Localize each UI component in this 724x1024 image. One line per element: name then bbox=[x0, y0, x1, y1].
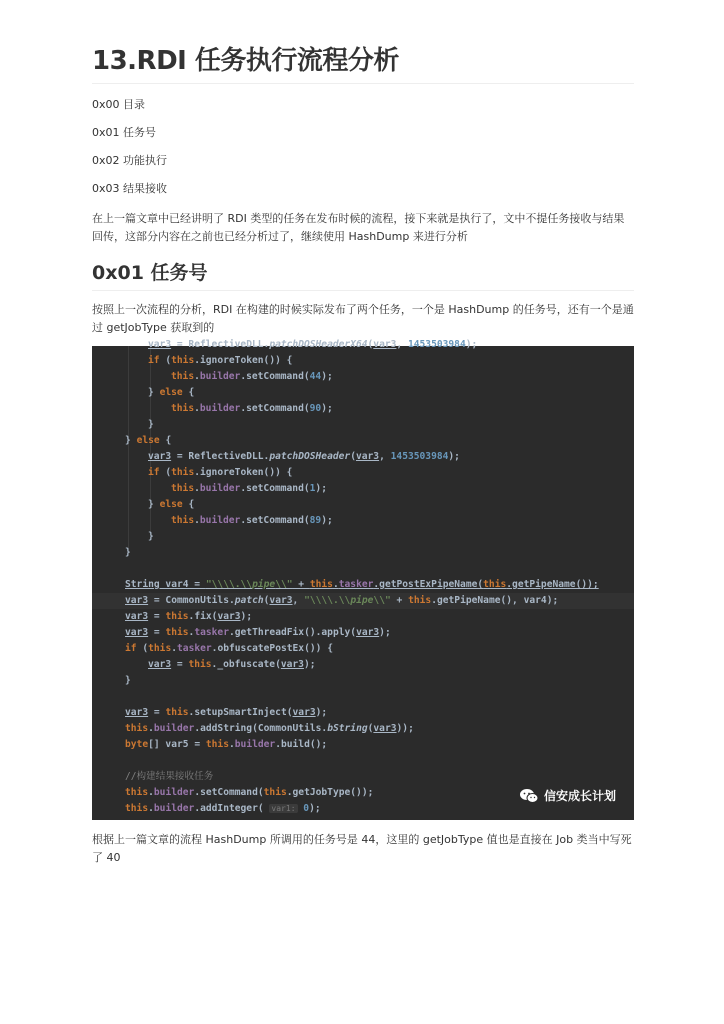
table-of-contents bbox=[92, 96, 634, 198]
code-line-27 bbox=[92, 753, 634, 769]
code-line-5: this.builder.setCommand(90); bbox=[171, 403, 333, 414]
code-line-13: } bbox=[148, 531, 154, 542]
code-line-1: var3 = ReflectiveDLL.patchDOSHeaderX64(var3, 1453503984); bbox=[148, 339, 478, 350]
code-line-26: byte[] var5 = this.builder.build(); bbox=[125, 739, 328, 750]
code-line-8: var3 = ReflectiveDLL.patchDOSHeader(var3, 1453503984); bbox=[148, 451, 460, 462]
intro-paragraph: 在上一篇文章中已经讲明了 RDI 类型的任务在发布时候的流程，接下来就是执行了，文中不提任务接收与结果回传，这部分内容在之前也已经分析过了，继续使用 HashDump 来进行分析 bbox=[92, 212, 625, 243]
page-title: 13.RDI 任务执行流程分析 bbox=[92, 40, 634, 84]
code-line-6: } bbox=[148, 419, 154, 430]
watermark bbox=[519, 787, 616, 804]
code-line-17: var3 = CommonUtils.patch(var3, "\\\\.\\pipe\\" + this.getPipeName(), var4); bbox=[92, 593, 634, 609]
code-line-23 bbox=[92, 689, 634, 705]
code-line-9: if (this.ignoreToken()) { bbox=[148, 467, 293, 478]
toc-item-2[interactable]: 0x02 功能执行 bbox=[92, 154, 168, 167]
code-line-21: var3 = this._obfuscate(var3); bbox=[148, 659, 316, 670]
code-line-11: } else { bbox=[148, 499, 195, 510]
code-line-4: } else { bbox=[148, 387, 195, 398]
code-block bbox=[92, 337, 634, 817]
code-line-18: var3 = this.fix(var3); bbox=[125, 611, 253, 622]
code-line-16: String var4 = "\\\\.\\pipe\\" + this.tasker.getPostExPipeName(this.getPipeName()); bbox=[125, 579, 599, 590]
article-content bbox=[92, 40, 634, 867]
code-line-12: this.builder.setCommand(89); bbox=[171, 515, 333, 526]
code-line-25: this.builder.addString(CommonUtils.bString(var3)); bbox=[125, 723, 414, 734]
code-line-15 bbox=[92, 561, 634, 577]
code-line-20: if (this.tasker.obfuscatePostEx()) { bbox=[125, 643, 333, 654]
code-line-24: var3 = this.setupSmartInject(var3); bbox=[125, 707, 328, 718]
watermark-text: 信安成长计划 bbox=[543, 789, 616, 803]
section-heading-0x01: 0x01 任务号 bbox=[92, 258, 634, 291]
code-screenshot bbox=[92, 339, 634, 820]
code-line-2: if (this.ignoreToken()) { bbox=[148, 355, 293, 366]
toc-item-1[interactable]: 0x01 任务号 bbox=[92, 126, 157, 139]
code-line-22: } bbox=[125, 675, 131, 686]
code-line-10: this.builder.setCommand(1); bbox=[171, 483, 327, 494]
section1-paragraph-1: 按照上一次流程的分析，RDI 在构建的时候实际发布了两个任务，一个是 HashDump 的任务号，还有一个是通过 getJobType 获取到的 bbox=[92, 303, 634, 334]
code-line-29: this.builder.setCommand(this.getJobType()); bbox=[125, 787, 374, 798]
toc-item-0[interactable]: 0x00 目录 bbox=[92, 98, 146, 111]
code-line-28: //构建结果接收任务 bbox=[125, 771, 214, 782]
code-line-19: var3 = this.tasker.getThreadFix().apply(var3); bbox=[125, 627, 391, 638]
wechat-icon bbox=[519, 788, 539, 804]
code-line-30: this.builder.addInteger( var1: 0); bbox=[125, 803, 321, 814]
code-line-7: } else { bbox=[125, 435, 172, 446]
section1-paragraph-2: 根据上一篇文章的流程 HashDump 所调用的任务号是 44，这里的 getJobType 值也是直接在 Job 类当中写死了 40 bbox=[92, 833, 632, 864]
toc-item-3[interactable]: 0x03 结果接收 bbox=[92, 182, 168, 195]
code-line-3: this.builder.setCommand(44); bbox=[171, 371, 333, 382]
code-line-14: } bbox=[125, 547, 131, 558]
